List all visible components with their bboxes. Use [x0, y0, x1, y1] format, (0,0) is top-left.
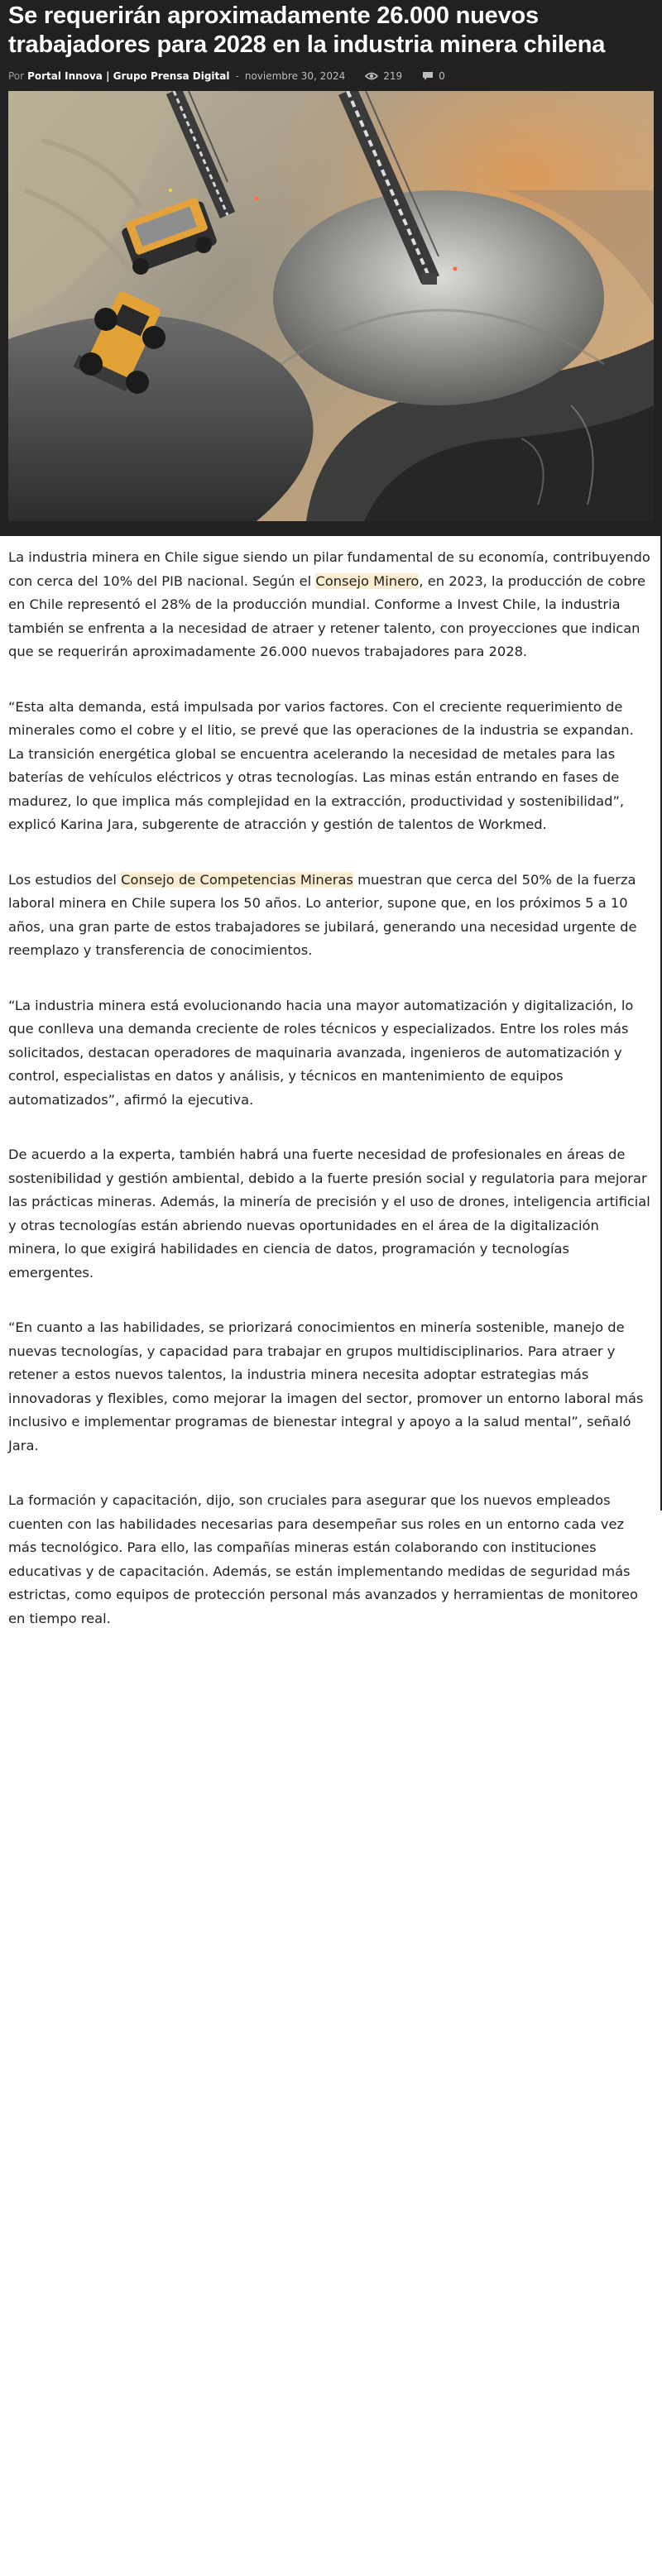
- page-title: Se requerirán aproximadamente 26.000 nuevos trabajadores para 2028 en la industria minera chilena: [8, 2, 606, 58]
- comment-icon: [422, 71, 434, 81]
- consejo-minero-link[interactable]: Consejo Minero: [315, 572, 420, 589]
- views-count: 219: [383, 70, 403, 82]
- paragraph-1-text-a: La industria minera en Chile sigue siendo un pilar fundamental de su economía, contribuyendo con cerca del 10% del PIB nacional. Según el: [8, 549, 650, 589]
- paragraph-4: “La industria minera está evolucionando hacia una mayor automatización y digitalización, lo que conlleva una demanda creciente de roles técnicos y especializados. Entre los roles más solicitados, destacan operadores de maquinaria avanzada, ingenieros de automatización y control, especialistas en datos y análisis, y técnicos en mantenimiento de equipos automatizados”, afirmó la ejecutiva.: [8, 997, 634, 1108]
- paragraph-2: “Esta alta demanda, está impulsada por varios factores. Con el creciente requerimiento de minerales como el cobre y el litio, se prevé que las operaciones de la industria se expandan. La transición energética global se encuentra acelerando la necesidad de metales para las baterías de vehículos eléctricos y otras tecnologías. Las minas están entrando en fases de madurez, lo que implica más complejidad en la extracción, productividad y sostenibilidad”, explicó Karina Jara, subgerente de atracción y gestión de talentos de Workmed.: [8, 698, 634, 832]
- meta-separator: -: [235, 70, 239, 82]
- paragraph-3-text-b: muestran que cerca del 50% de la fuerza laboral minera en Chile supera los 50 años. Lo anterior, supone que, en los próximos 5 a 10 años, una gran parte de estos trabajadores se jubilará, generando una necesidad urgente de reemplazo y transferencia de conocimientos.: [8, 871, 637, 958]
- comments-stat[interactable]: [422, 70, 445, 82]
- paragraph-5: De acuerdo a la experta, también habrá una fuerte necesidad de profesionales en áreas de sostenibilidad y gestión ambiental, debido a la fuerte presión social y regulatoria para mejorar las prácticas mineras. Además, la minería de precisión y el uso de drones, inteligencia artificial y otras tecnologías están abriendo nuevas oportunidades en el área de la digitalización minera, lo que exigirá habilidades en ciencia de datos, programación y tecnologías emergentes.: [8, 1147, 650, 1281]
- article-header: [0, 0, 662, 536]
- paragraph-6: “En cuanto a las habilidades, se priorizará conocimientos en minería sostenible, manejo de nuevas tecnologías, y capacidad para trabajar en grupos multidisciplinarios. Para atraer y retener a estos nuevos talentos, la industria minera necesita adoptar estrategias más innovadoras y flexibles, como mejorar la imagen del sector, promover un entorno laboral más inclusivo e implementar programas de bienestar integral y apoyo a la salud mental”, señaló Jara.: [8, 1319, 644, 1453]
- hero-image: [8, 91, 654, 521]
- paragraph-1: [8, 546, 652, 664]
- publish-date: noviembre 30, 2024: [244, 70, 346, 82]
- article-body: [8, 546, 652, 1662]
- author-link[interactable]: Portal Innova | Grupo Prensa Digital: [27, 70, 230, 82]
- eye-icon: [365, 72, 378, 80]
- mining-site-illustration: [8, 91, 654, 521]
- author-by-label: Por: [8, 70, 25, 82]
- consejo-competencias-link[interactable]: Consejo de Competencias Mineras: [121, 871, 353, 888]
- article-meta: [8, 65, 654, 88]
- paragraph-3-text-a: Los estudios del: [8, 871, 122, 888]
- paragraph-7: La formación y capacitación, dijo, son cruciales para asegurar que los nuevos empleados cuenten con las habilidades necesarias para desempeñar sus roles en un entorno cada vez más tecnológico. Para ello, las compañías mineras están colaborando con instituciones educativas y de capacitación. Además, se están implementando medidas de seguridad más estrictas, como equipos de protección personal más avanzados y herramientas de monitoreo en tiempo real.: [8, 1492, 638, 1626]
- paragraph-1-text-b: , en 2023, la producción de cobre en Chile representó el 28% de la producción mundial. Conforme a Invest Chile, la industria también se enfrenta a la necesidad de atraer y retener talento, con proyecciones que indican que se requerirán aproximadamente 26.000 nuevos trabajadores para 2028.: [8, 572, 646, 659]
- views-stat: [365, 70, 402, 82]
- paragraph-3: [8, 869, 652, 963]
- comments-count: 0: [439, 70, 445, 82]
